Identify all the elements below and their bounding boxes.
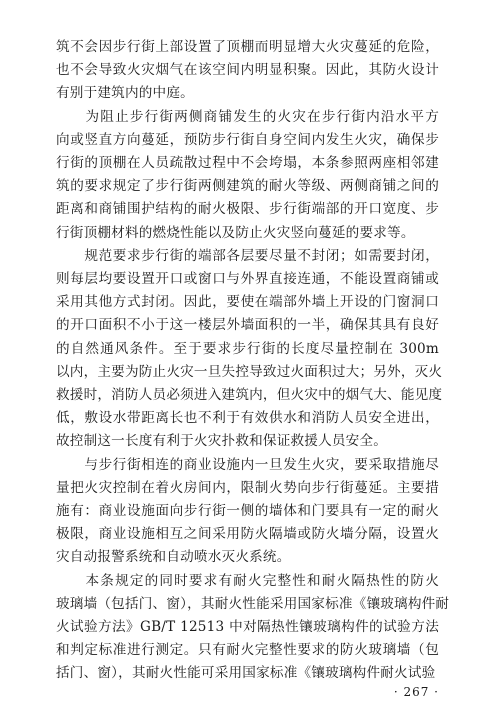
text-line: 低，敷设水带距离长也不利于有效供水和消防人员安全进出， bbox=[56, 410, 439, 427]
text-line: 施有：商业设施面向步行街一侧的墙体和门要具有一定的耐火 bbox=[56, 503, 439, 520]
text-line: 采用其他方式封闭。因此，要使在端部外墙上开设的门窗洞口 bbox=[56, 294, 439, 311]
text-line: 以内，主要为防止火灾一旦失控导致过火面积过大；另外，灭火 bbox=[56, 363, 443, 380]
text-line: 有别于建筑内的中庭。 bbox=[56, 85, 194, 102]
text-line: 行街顶棚材料的燃烧性能以及防止火灾竖向蔓延的要求等。 bbox=[56, 224, 415, 241]
text-line: 为阻止步行街两侧商铺发生的火灾在步行街内沿水平方 bbox=[56, 108, 439, 125]
text-line: 量把火灾控制在着火房间内，限制火势向步行街蔓延。主要措 bbox=[56, 479, 439, 496]
page-number: · 267 · bbox=[393, 685, 439, 699]
text-line: 救援时，消防人员必须进入建筑内，但火灾中的烟气大、能见度 bbox=[56, 387, 443, 404]
text-line: 玻璃墙（包括门、窗），其耐火性能采用国家标准《镶玻璃构件耐 bbox=[56, 595, 450, 612]
text-line: 的自然通风条件。至于要求步行街的长度尽量控制在 300m bbox=[56, 340, 439, 357]
text-line: 的开口面积不小于这一楼层外墙面积的一半，确保其具有良好 bbox=[56, 317, 439, 334]
text-line: 行街的顶棚在人员疏散过程中不会垮塌，本条参照两座相邻建 bbox=[56, 155, 439, 172]
text-line: 则每层均要设置开口或窗口与外界直接连通，不能设置商铺或 bbox=[56, 271, 439, 288]
text-line: 向或竖直方向蔓延，预防步行街自身空间内发生火灾，确保步 bbox=[56, 131, 439, 148]
text-line: 规范要求步行街的端部各层要尽量不封闭；如需要封闭， bbox=[56, 247, 439, 264]
paragraph bbox=[56, 36, 439, 106]
text-line: 和判定标准进行测定。只有耐火完整性要求的防火玻璃墙（包 bbox=[56, 642, 439, 659]
paragraph bbox=[56, 570, 450, 686]
paragraph bbox=[56, 454, 439, 570]
text-line: 与步行街相连的商业设施内一旦发生火灾，要采取措施尽 bbox=[56, 456, 439, 473]
text-line: 距离和商铺围护结构的耐火极限、步行街端部的开口宽度、步 bbox=[56, 201, 439, 218]
text-line: 括门、窗），其耐火性能可采用国家标准《镶玻璃构件耐火试验 bbox=[56, 665, 436, 682]
text-line: 故控制这一长度有利于火灾扑救和保证救援人员安全。 bbox=[56, 433, 388, 450]
paragraph bbox=[56, 106, 439, 245]
body-text bbox=[56, 36, 450, 686]
text-line: 火试验方法》GB/T 12513 中对隔热性镶玻璃构件的试验方法 bbox=[56, 619, 439, 636]
paragraph bbox=[56, 245, 443, 454]
text-line: 也不会导致火灾烟气在该空间内明显积聚。因此，其防火设计 bbox=[56, 62, 439, 79]
text-line: 筑不会因步行街上部设置了顶棚而明显增大火灾蔓延的危险， bbox=[56, 39, 439, 55]
text-line: 筑的要求规定了步行街两侧建筑的耐火等级、两侧商铺之间的 bbox=[56, 178, 439, 195]
text-line: 极限，商业设施相互之间采用防火隔墙或防火墙分隔，设置火 bbox=[56, 526, 439, 543]
text-line: 灾自动报警系统和自动喷水灭火系统。 bbox=[56, 549, 291, 566]
text-line: 本条规定的同时要求有耐火完整性和耐火隔热性的防火 bbox=[56, 572, 439, 589]
